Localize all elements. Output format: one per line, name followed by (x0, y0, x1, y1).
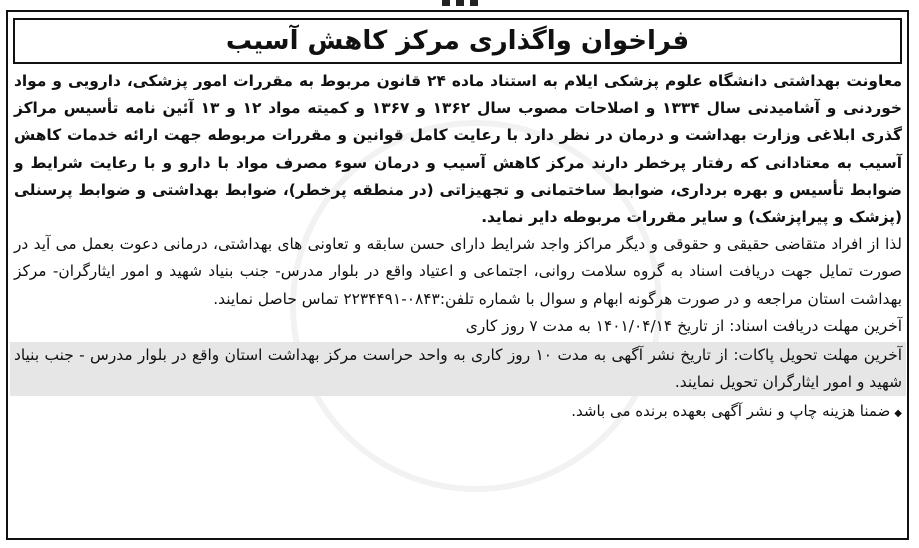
footer-note-text: ضمنا هزینه چاپ و نشر آگهی بعهده برنده می باشد. (571, 402, 891, 421)
edge-mark (456, 0, 464, 6)
delivery-deadline: آخرین مهلت تحویل پاکات: از تاریخ نشر آگهی به مدت ۱۰ روز کاری به واحد حراست مرکز بهداشت استان واقع در بلوار مدرس - جنب بنیاد شهید و امور ایثارگران تحویل نمایند. (14, 345, 903, 392)
bullet-icon: ◆ (894, 408, 902, 420)
intro-paragraph: معاونت بهداشتی دانشگاه علوم پزشکی ایلام به استناد ماده ۲۴ قانون مربوط به مقررات امور پزشکی، دارویی و مواد خوردنی و آشامیدنی سال ۱۳۳۴ و اصلاحات مصوب سال ۱۳۶۲ و ۱۳۶۷ و کمیته مواد ۱۲ و ۱۳ آئین نامه تأسیس مراکز گذری ابلاغی وزارت بهداشت و درمان در نظر دارد با رعایت کامل قوانین و مقررات مربوطه جهت ارائه خدمات کاهش آسیب به معتادانی که رفتار پرخطر دارند مرکز کاهش آسیب و درمان سوء مصرف مواد با دارو و با رعایت شرایط و ضوابط تأسیس و بهره برداری، ضوابط ساختمانی و تجهیزاتی (در منطقه پرخطر)، ضوابط بهداشتی و ضوابط پرسنلی (پزشک و پیراپزشک) و سایر مقررات مربوطه دایر نماید. (14, 72, 902, 227)
top-edge-marks (0, 0, 919, 8)
notice-body (14, 68, 902, 427)
documents-deadline: آخرین مهلت دریافت اسناد: از تاریخ ۱۴۰۱/۰۴/۱۴ به مدت ۷ روز کاری (465, 316, 902, 335)
footer-note (14, 398, 902, 427)
notice-title: فراخوان واگذاری مرکز کاهش آسیب (225, 26, 690, 56)
invitation-paragraph: لذا از افراد متقاضی حقیقی و حقوقی و دیگر مراکز واجد شرایط دارای حسن سابقه و تعاونی های بهداشتی، درمانی دعوت بعمل می آید در صورت تمایل جهت دریافت اسناد به گروه سلامت روانی، اجتماعی و اعتیاد واقع در بلوار مدرس- جنب بنیاد شهید و امور ایثارگران- مرکز بهداشت استان مراجعه و در صورت هرگونه ابهام و سوال با شماره تلفن:۰۸۴۳-۲۲۳۴۴۹۱ تماس حاصل نمایند. (14, 235, 902, 308)
delivery-deadline-block (10, 342, 906, 396)
edge-mark (442, 0, 450, 6)
edge-mark (470, 0, 478, 6)
title-box (13, 18, 902, 64)
